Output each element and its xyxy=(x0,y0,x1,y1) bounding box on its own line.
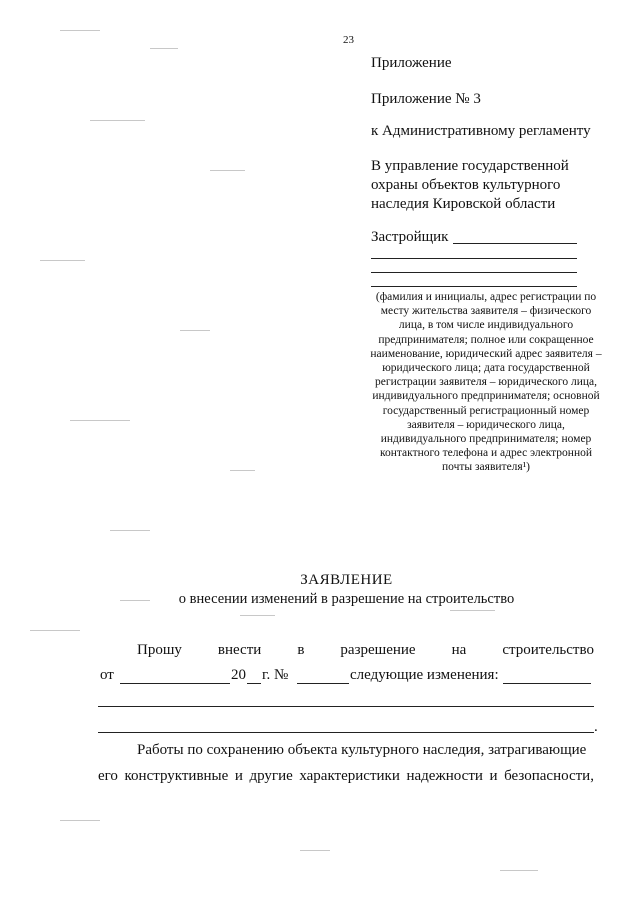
applicant-note: (фамилия и инициалы, адрес регистрации по месту жительства заявителя – физического лица, в том числе индивидуального предпринимателя; полное или сокращенное наименование, юридический адрес заявителя – юридического лица; дата государственной регистрации заявителя – юридического лица, индивидуального предпринимателя; основной государственный регистрационный номер заявителя – юридического лица, индивидуального предпринимателя; номер контактного телефона и адрес электронной почты заявителя¹) xyxy=(370,291,602,474)
changes-label: следующие изменения: xyxy=(350,667,499,683)
year-blank xyxy=(247,683,261,684)
year-prefix: 20 xyxy=(231,667,246,683)
appendix-label: Приложение xyxy=(371,55,452,71)
body-text-line: Работы по сохранению объекта культурного наследия, затрагивающие xyxy=(137,742,587,758)
year-suffix: г. № xyxy=(262,667,289,683)
request-word: Прошу xyxy=(137,642,182,658)
page-number: 23 xyxy=(343,34,354,46)
addressee: В управление государственной охраны объектов культурного наследия Кировской области xyxy=(371,158,569,212)
request-word: внести xyxy=(217,642,262,658)
request-word: на xyxy=(451,642,467,658)
body-word: и xyxy=(234,768,243,784)
request-word: в xyxy=(297,642,305,658)
body-word: конструктивные xyxy=(124,768,229,784)
changes-blank xyxy=(503,683,591,684)
builder-blank-line xyxy=(453,243,577,244)
date-blank xyxy=(120,683,230,684)
body-text-line xyxy=(98,768,594,785)
changes-blank-line xyxy=(98,706,594,707)
builder-label: Застройщик xyxy=(371,229,449,245)
body-word: его xyxy=(98,768,118,784)
appendix-number: Приложение № 3 xyxy=(371,91,481,107)
body-word: надежности xyxy=(406,768,483,784)
permit-number-blank xyxy=(297,683,349,684)
request-word: строительство xyxy=(502,642,594,658)
builder-blank-line xyxy=(371,286,577,287)
body-word: и xyxy=(489,768,498,784)
from-label: от xyxy=(100,667,114,683)
document-title: ЗАЯВЛЕНИЕ xyxy=(300,572,393,588)
document-subtitle: о внесении изменений в разрешение на строительство xyxy=(178,591,515,607)
request-word: разрешение xyxy=(340,642,416,658)
body-word: характеристики xyxy=(299,768,400,784)
builder-blank-line xyxy=(371,258,577,259)
regulation-reference: к Административному регламенту xyxy=(371,123,591,139)
body-word: другие xyxy=(249,768,293,784)
line-end-period: . xyxy=(594,719,598,735)
request-line xyxy=(137,642,594,659)
body-word: безопасности, xyxy=(504,768,594,784)
changes-blank-line xyxy=(98,732,594,733)
builder-blank-line xyxy=(371,272,577,273)
